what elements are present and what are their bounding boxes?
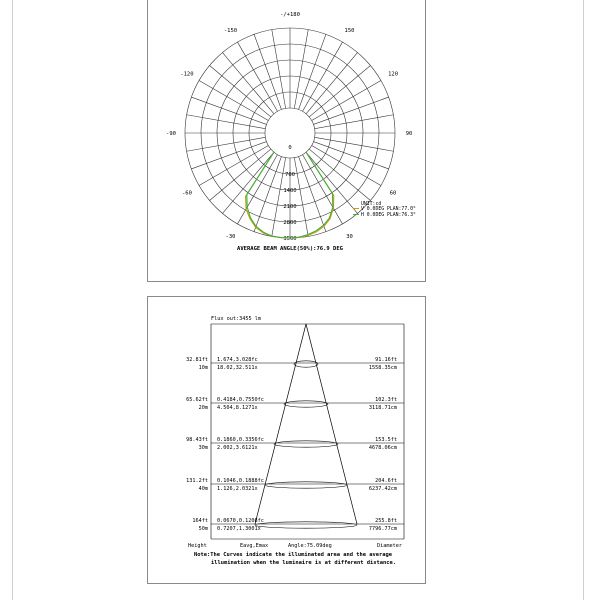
cone-note-line-2: illumination when the luminaire is at different distance.: [211, 560, 396, 566]
polar-angle-tick-label: 90: [405, 131, 413, 137]
cone-illuminance-lx: 18.02,32.511x: [217, 365, 258, 371]
cone-diameter-ft: 153.5ft: [375, 437, 397, 443]
polar-grid-spoke: [315, 137, 394, 151]
polar-grid-spoke: [294, 30, 308, 109]
cone-flux-title: Flux out:3455 lm: [211, 316, 261, 322]
cone-beam-ellipse: [265, 482, 347, 488]
cone-height-ft: 131.2ft: [186, 478, 208, 484]
polar-angle-tick-label: -30: [225, 234, 236, 241]
polar-legend-label-1: H 0.0DEG PLAN:76.3°: [361, 213, 416, 218]
polar-grid-spoke: [272, 30, 286, 109]
polar-radial-tick-label: 700: [285, 172, 295, 178]
cone-height-ft: 98.43ft: [186, 437, 208, 443]
polar-footer-label: AVERAGE BEAM ANGLE(50%):76.9 DEG: [237, 246, 343, 252]
cone-diameter-ft: 102.3ft: [375, 397, 397, 403]
polar-unit-label: UNIT:cd: [361, 202, 382, 207]
polar-radial-tick-label: 3500: [283, 236, 297, 242]
page-border-right: [583, 0, 584, 600]
cone-diameter-cm: 1558.35cm: [368, 365, 397, 371]
cone-footer-eavg: Eavg,Emax: [240, 543, 269, 549]
cone-height-ft: 65.62ft: [186, 397, 208, 403]
polar-angle-tick-label: -90: [166, 131, 176, 137]
cone-diameter-cm: 4678.06cm: [368, 445, 397, 451]
cone-right-edge: [306, 324, 357, 524]
polar-grid-spoke: [187, 115, 266, 129]
cone-diameter-ft: 255.8ft: [375, 518, 397, 524]
illuminance-cone-panel: [147, 296, 426, 584]
cone-diameter-ft: 91.16ft: [375, 357, 397, 363]
polar-angle-tick-label: 30: [346, 234, 353, 241]
illuminance-cone-chart: [148, 297, 425, 583]
cone-beam-ellipse: [255, 522, 357, 528]
cone-footer-height: Height: [188, 543, 207, 549]
cone-illuminance-lx: 0.7207,1.3001x: [217, 526, 261, 532]
cone-height-m: 40m: [198, 486, 208, 492]
polar-angle-tick-label: -60: [181, 190, 192, 197]
cone-height-m: 20m: [198, 405, 208, 411]
polar-angle-tick-label: 60: [389, 190, 397, 197]
cone-illuminance-fc: 0.1860,0.3356fc: [217, 437, 264, 443]
cone-height-m: 30m: [198, 445, 208, 451]
cone-note-line-1: Note:The Curves indicate the illuminated area and the average: [194, 552, 392, 558]
polar-candela-panel: [147, 0, 426, 282]
polar-center-label: 0: [288, 145, 292, 151]
cone-left-edge: [255, 324, 306, 524]
polar-angle-tick-label: 120: [388, 71, 399, 78]
cone-beam-ellipse: [294, 361, 318, 367]
polar-legend-label-0: V 0.0DEG PLAN:77.0°: [361, 207, 416, 212]
cone-illuminance-fc: 0.4184,0.7550fc: [217, 397, 264, 403]
cone-beam-ellipse: [284, 401, 328, 407]
polar-grid-spoke: [187, 137, 266, 151]
cone-diameter-ft: 204.6ft: [375, 478, 397, 484]
cone-footer-angle: Angle:75.09deg: [288, 543, 332, 549]
polar-radial-tick-label: 1400: [283, 188, 297, 194]
cone-diameter-cm: 3118.71cm: [368, 405, 397, 411]
polar-candela-chart: [148, 0, 425, 281]
polar-radial-tick-label: 2100: [283, 204, 297, 210]
cone-height-m: 10m: [198, 365, 208, 371]
cone-illuminance-lx: 4.504,8.1271x: [217, 405, 258, 411]
polar-angle-tick-label: -120: [180, 71, 194, 78]
cone-diameter-cm: 6237.42cm: [368, 486, 397, 492]
cone-height-m: 50m: [198, 526, 208, 532]
cone-illuminance-fc: 1.674,3.028fc: [217, 357, 258, 363]
cone-beam-ellipse: [274, 441, 338, 447]
polar-grid-spoke: [315, 115, 394, 129]
cone-height-ft: 32.81ft: [186, 357, 208, 363]
cone-illuminance-lx: 2.002,3.6121x: [217, 445, 258, 451]
cone-footer-diameter: Diameter: [377, 543, 402, 549]
polar-angle-tick-label: -/+180: [280, 12, 300, 18]
cone-illuminance-fc: 0.0670,0.1208fc: [217, 518, 264, 524]
cone-height-ft: 164ft: [192, 518, 208, 524]
polar-angle-tick-label: 150: [344, 27, 355, 34]
cone-illuminance-lx: 1.126,2.0321x: [217, 486, 258, 492]
page-border-left: [12, 0, 13, 600]
cone-diameter-cm: 7796.77cm: [368, 526, 397, 532]
polar-angle-tick-label: -150: [223, 27, 238, 34]
polar-radial-tick-label: 2800: [283, 220, 297, 226]
cone-illuminance-fc: 0.1046,0.1888fc: [217, 478, 264, 484]
